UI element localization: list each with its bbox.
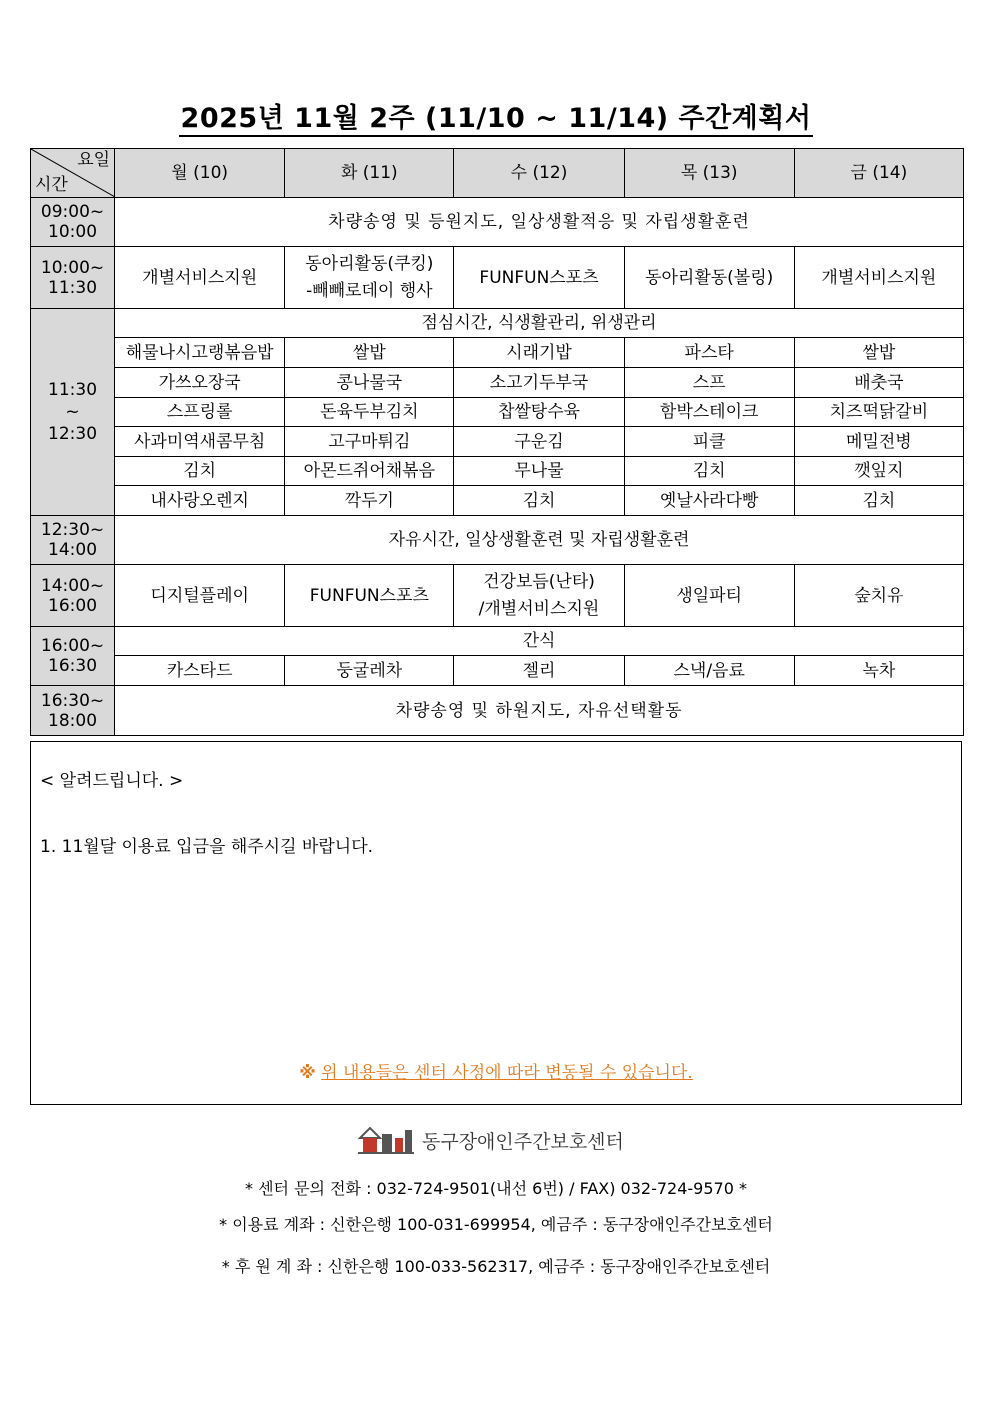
notice-box — [30, 741, 962, 1105]
reference-mark-icon: ※ — [299, 1063, 316, 1083]
notice-item: 1. 11월달 이용료 입금을 해주시길 바랍니다. — [40, 837, 374, 857]
warning-text: 위 내용들은 센터 사정에 따라 변동될 수 있습니다. — [321, 1063, 693, 1083]
snack-cell: 녹차 — [794, 656, 963, 686]
menu-row — [31, 486, 964, 516]
snack-items-row — [31, 656, 964, 686]
menu-cell: 옛날사라다빵 — [624, 486, 794, 516]
day-header-fri: 금 (14) — [794, 149, 963, 198]
day-header-thu: 목 (13) — [624, 149, 794, 198]
schedule-row — [31, 247, 964, 309]
activity-cell: 차량송영 및 등원지도, 일상생활적응 및 자립생활훈련 — [115, 198, 964, 247]
time-cell: 09:00~ 10:00 — [31, 198, 115, 247]
contact-line: * 센터 문의 전화 : 032-724-9501(내선 6번) / FAX) 032-724-9570 * — [245, 1179, 747, 1198]
activity-cell: 건강보듬(난타) /개별서비스지원 — [454, 565, 624, 627]
activity-cell: 개별서비스지원 — [794, 247, 963, 309]
menu-cell: 김치 — [454, 486, 624, 516]
menu-cell: 내사랑오렌지 — [115, 486, 285, 516]
menu-row — [31, 338, 964, 368]
day-header-tue: 화 (11) — [285, 149, 454, 198]
time-cell: 16:00~ 16:30 — [31, 627, 115, 686]
activity-cell: FUNFUN스포츠 — [454, 247, 624, 309]
house-logo-icon — [358, 1124, 414, 1156]
menu-cell: 깻잎지 — [794, 457, 963, 486]
menu-cell: 파스타 — [624, 338, 794, 368]
snack-row — [31, 627, 964, 656]
activity-cell: 동아리활동(볼링) — [624, 247, 794, 309]
activity-cell: 생일파티 — [624, 565, 794, 627]
menu-row — [31, 368, 964, 398]
time-cell: 11:30 ~ 12:30 — [31, 309, 115, 516]
menu-cell: 함박스테이크 — [624, 398, 794, 427]
day-header-wed: 수 (12) — [454, 149, 624, 198]
time-cell: 12:30~ 14:00 — [31, 516, 115, 565]
menu-cell: 소고기두부국 — [454, 368, 624, 398]
notice-warning — [31, 1058, 961, 1083]
corner-time-label: 시간 — [35, 175, 68, 195]
menu-cell: 치즈떡닭갈비 — [794, 398, 963, 427]
snack-cell: 카스타드 — [115, 656, 285, 686]
activity-cell: FUNFUN스포츠 — [285, 565, 454, 627]
menu-row — [31, 398, 964, 427]
time-cell: 10:00~ 11:30 — [31, 247, 115, 309]
schedule-table — [30, 148, 964, 736]
activity-cell: 점심시간, 식생활관리, 위생관리 — [115, 309, 964, 338]
menu-cell: 쌀밥 — [794, 338, 963, 368]
menu-cell: 구운김 — [454, 427, 624, 457]
activity-cell: 디지털플레이 — [115, 565, 285, 627]
org-logo — [358, 1124, 624, 1156]
menu-cell: 쌀밥 — [285, 338, 454, 368]
menu-cell: 피클 — [624, 427, 794, 457]
time-cell: 16:30~ 18:00 — [31, 686, 115, 736]
menu-row — [31, 427, 964, 457]
fee-account-line: * 이용료 계좌 : 신한은행 100-031-699954, 예금주 : 동구장애인주간보호센터 — [219, 1215, 773, 1234]
menu-cell: 깍두기 — [285, 486, 454, 516]
menu-cell: 시래기밥 — [454, 338, 624, 368]
corner-cell — [31, 149, 115, 198]
menu-cell: 스프링롤 — [115, 398, 285, 427]
schedule-row — [31, 516, 964, 565]
activity-cell: 동아리활동(쿠킹) -빼빼로데이 행사 — [285, 247, 454, 309]
menu-cell: 고구마튀김 — [285, 427, 454, 457]
day-header-mon: 월 (10) — [115, 149, 285, 198]
schedule-row — [31, 565, 964, 627]
lunch-row — [31, 309, 964, 338]
menu-cell: 찹쌀탕수육 — [454, 398, 624, 427]
snack-cell: 둥굴레차 — [285, 656, 454, 686]
activity-cell: 숲치유 — [794, 565, 963, 627]
notice-heading: < 알려드립니다. > — [40, 771, 184, 791]
snack-cell: 젤리 — [454, 656, 624, 686]
menu-cell: 메밀전병 — [794, 427, 963, 457]
menu-cell: 무나물 — [454, 457, 624, 486]
header-row — [31, 149, 964, 198]
activity-cell: 차량송영 및 하원지도, 자유선택활동 — [115, 686, 964, 736]
activity-cell: 간식 — [115, 627, 964, 656]
menu-cell: 김치 — [115, 457, 285, 486]
activity-cell: 개별서비스지원 — [115, 247, 285, 309]
menu-cell: 아몬드쥐어채볶음 — [285, 457, 454, 486]
title-text: 2025년 11월 2주 (11/10 ~ 11/14) 주간계획서 — [179, 103, 814, 137]
menu-cell: 김치 — [794, 486, 963, 516]
menu-cell: 스프 — [624, 368, 794, 398]
time-cell: 14:00~ 16:00 — [31, 565, 115, 627]
org-name: 동구장애인주간보호센터 — [422, 1130, 624, 1153]
schedule-row — [31, 198, 964, 247]
menu-cell: 돈육두부김치 — [285, 398, 454, 427]
menu-row — [31, 457, 964, 486]
menu-cell: 김치 — [624, 457, 794, 486]
snack-cell: 스낵/음료 — [624, 656, 794, 686]
corner-day-label: 요일 — [77, 150, 111, 170]
donation-account-line: * 후 원 계 좌 : 신한은행 100-033-562317, 예금주 : 동구장애인주간보호센터 — [221, 1257, 771, 1276]
menu-cell: 해물나시고랭볶음밥 — [115, 338, 285, 368]
activity-cell: 자유시간, 일상생활훈련 및 자립생활훈련 — [115, 516, 964, 565]
menu-cell: 사과미역새콤무침 — [115, 427, 285, 457]
menu-cell: 콩나물국 — [285, 368, 454, 398]
page-title — [0, 96, 992, 135]
menu-cell: 가쓰오장국 — [115, 368, 285, 398]
menu-cell: 배춧국 — [794, 368, 963, 398]
schedule-row — [31, 686, 964, 736]
